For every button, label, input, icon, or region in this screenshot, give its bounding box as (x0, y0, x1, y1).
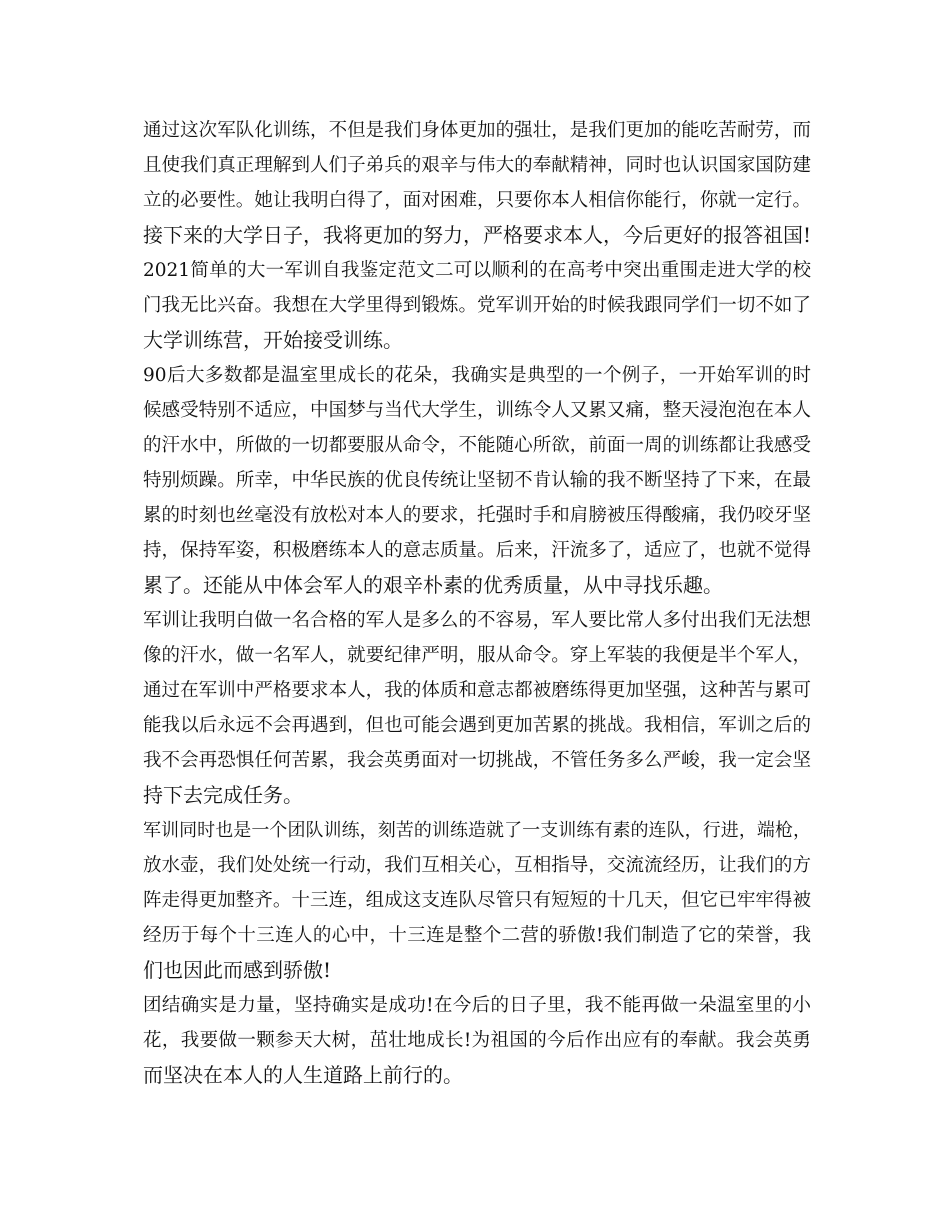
text-line: 团结确实是力量，坚持确实是成功!在今后的日子里，我不能再做一朵温室里的小 (143, 995, 811, 1016)
text-line: 的汗水中，所做的一切都要服从命令，不能随心所欲，前面一周的训练都让我感受 (143, 435, 811, 456)
text-line: 90后大多数都是温室里成长的花朵，我确实是典型的一个例子，一开始军训的时 (143, 365, 811, 386)
text-line: 持下去完成任务。 (143, 783, 303, 807)
text-line: 花，我要做一颗参天大树，茁壮地成长!为祖国的今后作出应有的奉献。我会英勇 (143, 1030, 811, 1051)
text-line: 立的必要性。她让我明白得了，面对困难，只要你本人相信你能行，你就一定行。 (143, 190, 811, 211)
text-line: 军训同时也是一个团队训练，刻苦的训练造就了一支训练有素的连队，行进，端枪， (143, 820, 811, 841)
text-line: 能我以后永远不会再遇到，但也可能会遇到更加苦累的挑战。我相信，军训之后的 (143, 715, 811, 736)
text-line: 2021简单的大一军训自我鉴定范文二可以顺利的在高考中突出重围走进大学的校 (143, 260, 811, 281)
text-line: 们也因此而感到骄傲! (143, 958, 332, 982)
text-line: 持，保持军姿，积极磨练本人的意志质量。后来，汗流多了，适应了，也就不觉得 (143, 540, 811, 561)
text-line: 且使我们真正理解到人们子弟兵的艰辛与伟大的奉献精神，同时也认识国家国防建 (143, 155, 811, 176)
text-line: 通过在军训中严格要求本人，我的体质和意志都被磨练得更加坚强，这种苦与累可 (143, 680, 811, 701)
text-line: 大学训练营，开始接受训练。 (143, 328, 403, 352)
text-line: 累了。还能从中体会军人的艰辛朴素的优秀质量，从中寻找乐趣。 (143, 573, 723, 597)
text-line: 通过这次军队化训练，不但是我们身体更加的强壮，是我们更加的能吃苦耐劳，而 (143, 120, 811, 141)
text-line: 军训让我明白做一名合格的军人是多么的不容易，军人要比常人多付出我们无法想 (143, 610, 811, 631)
text-line: 累的时刻也丝毫没有放松对本人的要求，托强时手和肩膀被压得酸痛，我仍咬牙坚 (143, 505, 811, 526)
text-line: 特别烦躁。所幸，中华民族的优良传统让坚韧不肯认输的我不断坚持了下来，在最 (143, 470, 811, 491)
document-body (143, 113, 811, 1093)
text-line: 候感受特别不适应，中国梦与当代大学生，训练令人又累又痛，整天浸泡泡在本人 (143, 400, 811, 421)
text-line: 放水壶，我们处处统一行动，我们互相关心，互相指导，交流流经历，让我们的方 (143, 855, 811, 876)
text-line: 接下来的大学日子，我将更加的努力，严格要求本人，今后更好的报答祖国! (143, 223, 812, 247)
text-line: 像的汗水，做一名军人，就要纪律严明，服从命令。穿上军装的我便是半个军人， (143, 645, 811, 666)
text-line: 经历于每个十三连人的心中，十三连是整个二营的骄傲!我们制造了它的荣誉，我 (143, 925, 811, 946)
text-line: 门我无比兴奋。我想在大学里得到锻炼。党军训开始的时候我跟同学们一切不如了 (143, 295, 811, 316)
text-line: 我不会再恐惧任何苦累，我会英勇面对一切挑战，不管任务多么严峻，我一定会坚 (143, 750, 811, 771)
text-line: 阵走得更加整齐。十三连，组成这支连队尽管只有短短的十几天，但它已牢牢得被 (143, 890, 811, 911)
text-line: 而坚决在本人的人生道路上前行的。 (143, 1063, 463, 1087)
